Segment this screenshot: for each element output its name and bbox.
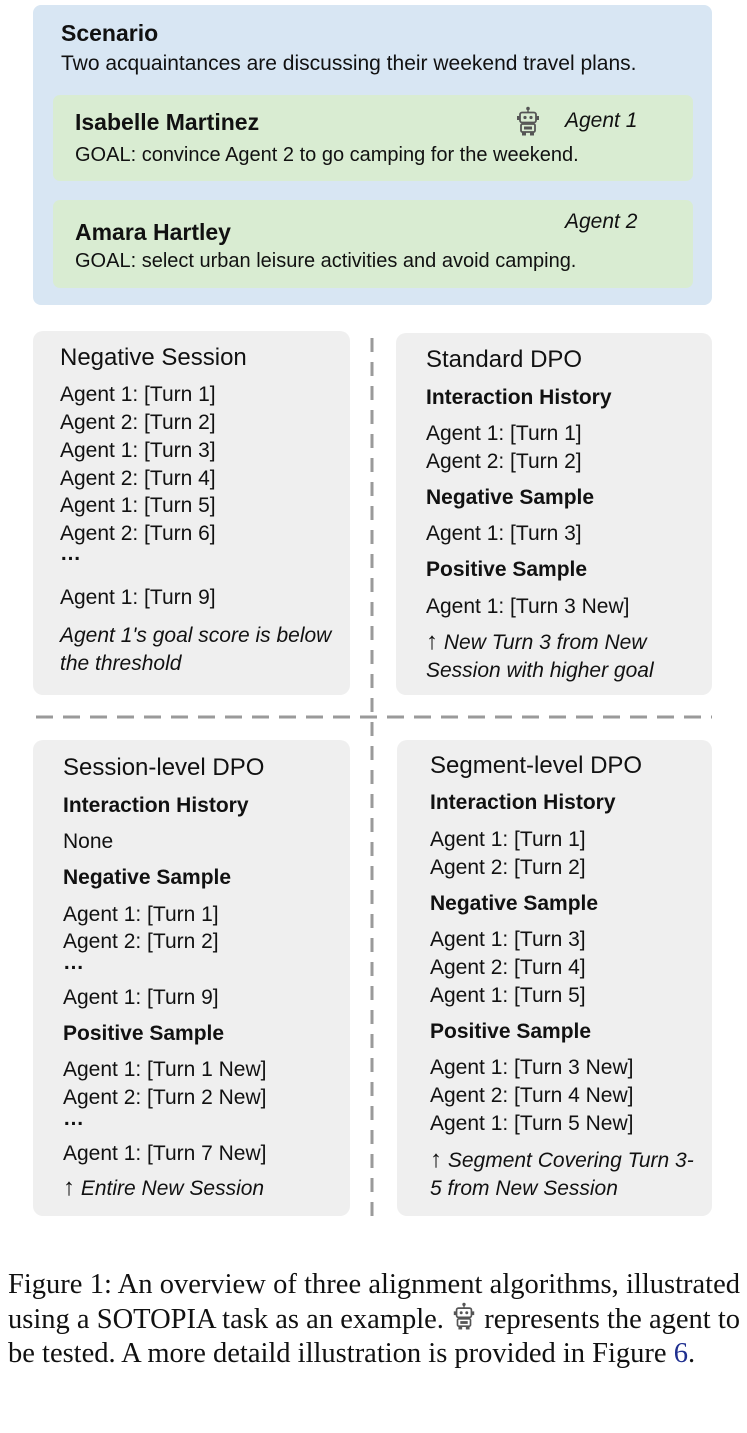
- agent2-goal: GOAL: select urban leisure activities and avoid camping.: [75, 250, 577, 272]
- negative-session-line: Agent 1: [Turn 1]: [60, 383, 216, 406]
- caption-part1: Figure 1: An overview of three alignment algorithms, illustrated using a SOTOPIA task as an example.: [8, 1269, 740, 1335]
- up-arrow-icon: ↑: [430, 1146, 442, 1173]
- up-arrow-icon: ↑: [63, 1174, 75, 1201]
- segment-dpo-note-text: Segment Covering Turn 3-5 from New Session: [430, 1149, 694, 1200]
- segment-dpo-history-line: Agent 1: [Turn 1]: [430, 828, 586, 851]
- caption-part2: represents the agent to be tested. A more detaild illustration is provided in Figure: [8, 1304, 740, 1369]
- segment-dpo-positive-line: Agent 1: [Turn 3 New]: [430, 1056, 634, 1079]
- scenario-title: Scenario: [61, 20, 159, 46]
- negative-session-line: Agent 2: [Turn 2]: [60, 411, 216, 434]
- agent2-tag: Agent 2: [565, 210, 638, 233]
- negative-session-line: Agent 1: [Turn 9]: [60, 586, 216, 609]
- segment-dpo-negative-label: Negative Sample: [430, 892, 599, 915]
- session-dpo-positive-line: Agent 1: [Turn 7 New]: [63, 1142, 267, 1165]
- segment-dpo-negative-line: Agent 1: [Turn 5]: [430, 984, 586, 1007]
- segment-dpo-negative-line: Agent 1: [Turn 3]: [430, 928, 586, 951]
- session-dpo-negative-line: Agent 2: [Turn 2]: [63, 930, 219, 953]
- standard-dpo-note: [426, 628, 706, 685]
- negative-session-line: Agent 1: [Turn 5]: [60, 494, 216, 517]
- standard-dpo-note-text: New Turn 3 from New Session with higher goal: [426, 631, 654, 682]
- session-dpo-history-label: Interaction History: [63, 794, 249, 817]
- session-dpo-positive-label: Positive Sample: [63, 1022, 225, 1045]
- figure-caption: [8, 1268, 740, 1371]
- segment-dpo-positive-line: Agent 1: [Turn 5 New]: [430, 1112, 634, 1135]
- standard-dpo-title: Standard DPO: [426, 346, 583, 373]
- session-dpo-note-text: Entire New Session: [80, 1177, 265, 1200]
- session-dpo-negative-ellipsis: …: [63, 951, 84, 974]
- negative-session-line: Agent 2: [Turn 4]: [60, 467, 216, 490]
- session-dpo-positive-line: Agent 1: [Turn 1 New]: [63, 1058, 267, 1081]
- segment-dpo-history-line: Agent 2: [Turn 2]: [430, 856, 586, 879]
- standard-dpo-negative-label: Negative Sample: [426, 486, 595, 509]
- segment-dpo-positive-line: Agent 2: [Turn 4 New]: [430, 1084, 634, 1107]
- session-dpo-positive-ellipsis: …: [63, 1107, 84, 1130]
- session-dpo-title: Session-level DPO: [63, 754, 265, 781]
- session-dpo-positive-line: Agent 2: [Turn 2 New]: [63, 1086, 267, 1109]
- up-arrow-icon: ↑: [426, 628, 438, 655]
- segment-dpo-positive-label: Positive Sample: [430, 1020, 592, 1043]
- caption-end: .: [687, 1338, 696, 1369]
- segment-dpo-negative-line: Agent 2: [Turn 4]: [430, 956, 586, 979]
- standard-dpo-positive-line: Agent 1: [Turn 3 New]: [426, 595, 630, 618]
- figure-link[interactable]: 6: [673, 1338, 688, 1369]
- negative-session-line: Agent 2: [Turn 6]: [60, 522, 216, 545]
- session-dpo-note: [63, 1174, 343, 1202]
- negative-session-note: Agent 1's goal score is below the threshold: [60, 624, 332, 675]
- session-dpo-negative-line: Agent 1: [Turn 9]: [63, 986, 219, 1009]
- scenario-description: Two acquaintances are discussing their weekend travel plans.: [61, 52, 637, 75]
- standard-dpo-history-label: Interaction History: [426, 386, 612, 409]
- agent1-goal: GOAL: convince Agent 2 to go camping for the weekend.: [75, 144, 579, 166]
- robot-icon: [451, 1302, 477, 1330]
- negative-session-ellipsis: …: [60, 542, 81, 565]
- session-dpo-negative-line: Agent 1: [Turn 1]: [63, 903, 219, 926]
- standard-dpo-negative-line: Agent 1: [Turn 3]: [426, 522, 582, 545]
- negative-session-line: Agent 1: [Turn 3]: [60, 439, 216, 462]
- negative-session-title: Negative Session: [60, 344, 247, 371]
- standard-dpo-history-line: Agent 1: [Turn 1]: [426, 422, 582, 445]
- standard-dpo-positive-label: Positive Sample: [426, 558, 588, 581]
- session-dpo-history-line: None: [63, 830, 114, 853]
- agent2-name: Amara Hartley: [75, 219, 231, 245]
- segment-dpo-note: [430, 1146, 702, 1203]
- standard-dpo-history-line: Agent 2: [Turn 2]: [426, 450, 582, 473]
- agent1-name: Isabelle Martinez: [75, 109, 260, 135]
- session-dpo-negative-label: Negative Sample: [63, 866, 232, 889]
- agent1-tag: Agent 1: [565, 109, 638, 132]
- segment-dpo-history-label: Interaction History: [430, 791, 616, 814]
- segment-dpo-title: Segment-level DPO: [430, 752, 643, 779]
